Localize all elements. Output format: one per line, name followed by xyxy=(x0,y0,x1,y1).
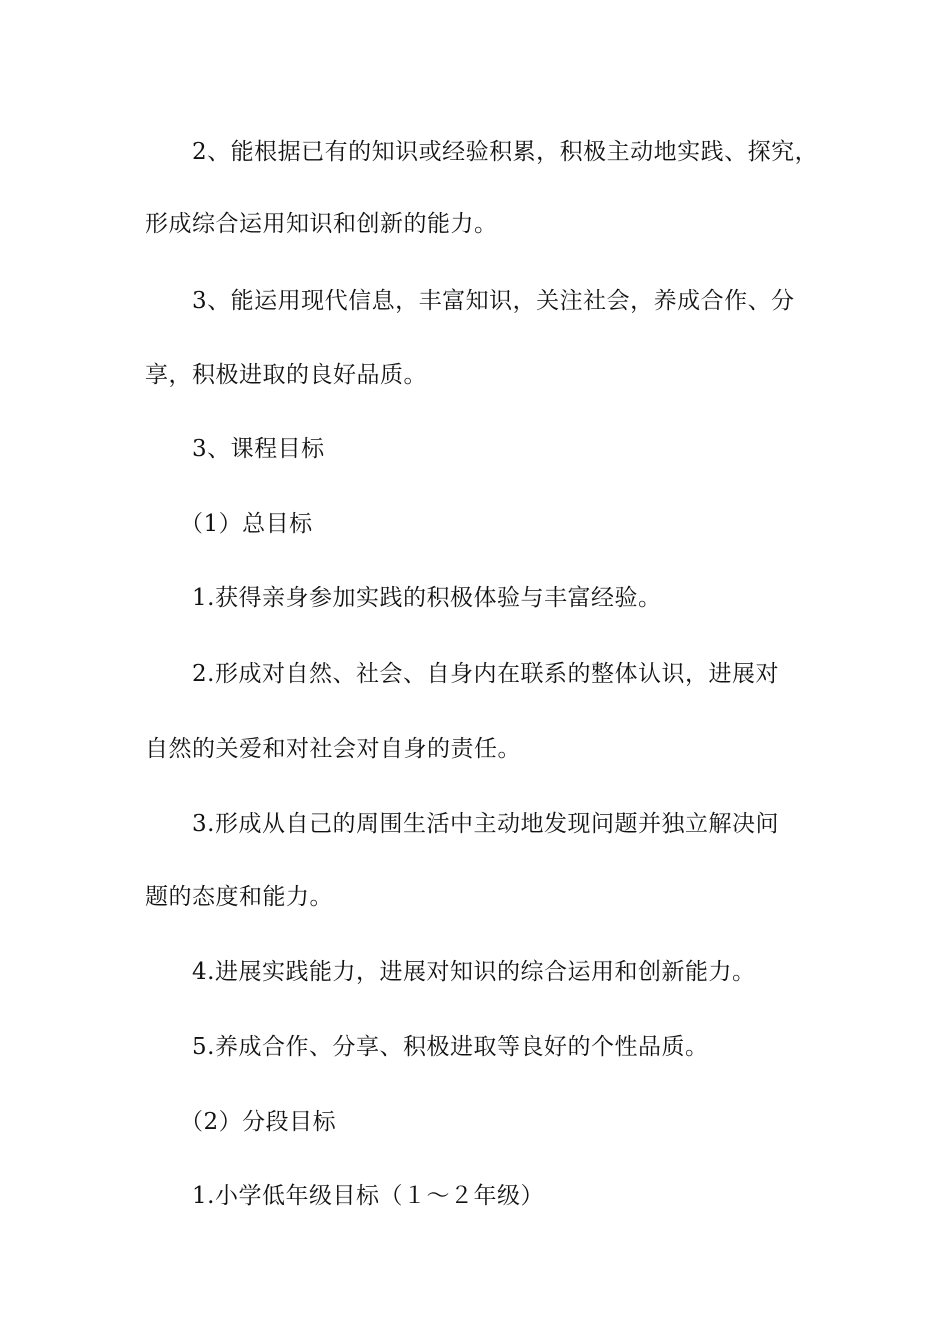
paragraph-line: 3、能运用现代信息，丰富知识，关注社会，养成合作、分 xyxy=(192,288,795,314)
section-heading: 3、课程目标 xyxy=(192,436,325,462)
list-item: 2.形成对自然、社会、自身内在联系的整体认识，进展对 xyxy=(192,661,779,687)
paragraph-line: 自然的关爱和对社会对自身的责任。 xyxy=(145,736,521,762)
paragraph-line: 题的态度和能力。 xyxy=(145,884,333,910)
list-item: 3.形成从自己的周围生活中主动地发现问题并独立解决问 xyxy=(192,811,779,837)
paragraph-line: 2、能根据已有的知识或经验积累，积极主动地实践、探究， xyxy=(192,139,819,165)
subsection-heading: （1）总目标 xyxy=(180,511,313,537)
list-item: 4.进展实践能力，进展对知识的综合运用和创新能力。 xyxy=(192,959,756,985)
list-item: 1.小学低年级目标（１～２年级） xyxy=(192,1183,544,1209)
paragraph-line: 形成综合运用知识和创新的能力。 xyxy=(145,211,498,237)
paragraph-line: 享，积极进取的良好品质。 xyxy=(145,362,427,388)
subsection-heading: （2）分段目标 xyxy=(180,1109,337,1135)
list-item: 1.获得亲身参加实践的积极体验与丰富经验。 xyxy=(192,585,662,611)
list-item: 5.养成合作、分享、积极进取等良好的个性品质。 xyxy=(192,1034,709,1060)
